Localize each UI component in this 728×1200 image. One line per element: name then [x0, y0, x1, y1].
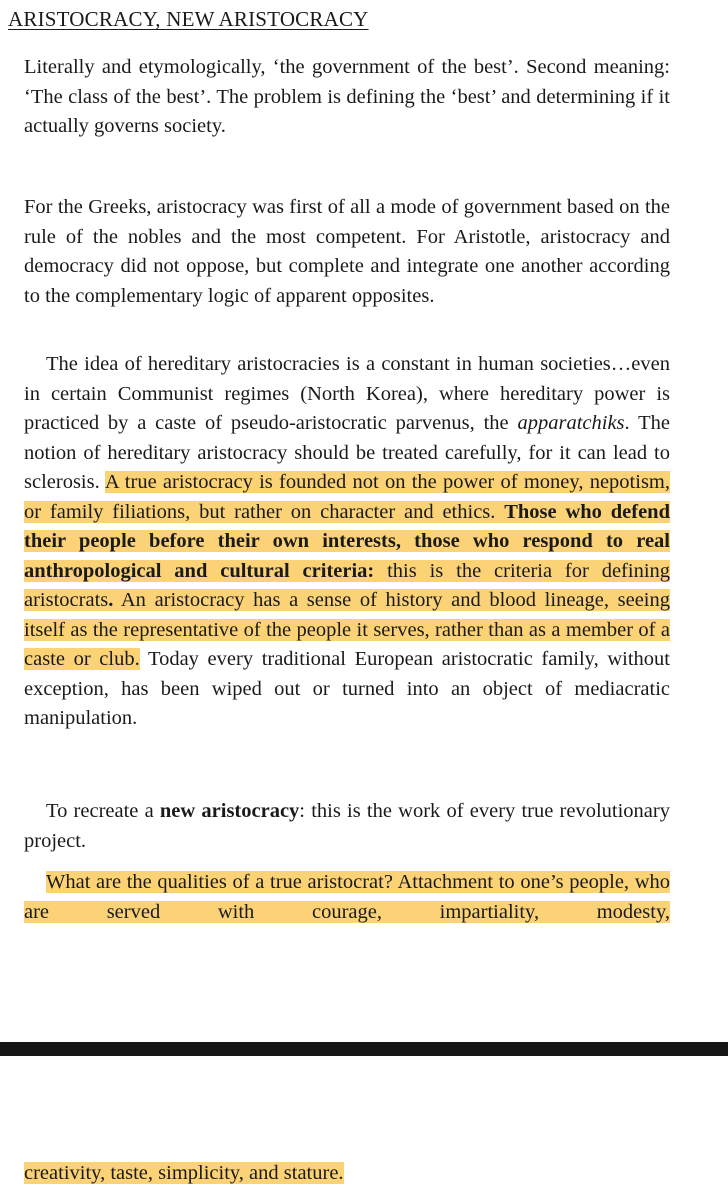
- highlight-sense-of-history: An aristocracy has a sense of history and blood lineage, seeing itself as the representative of the people it serves, rather than as a member of a caste or club.: [24, 589, 670, 670]
- italic-term: apparatchiks: [517, 412, 625, 434]
- paragraph-hereditary: [24, 350, 670, 734]
- paragraph-greeks: For the Greeks, aristocracy was first of all a mode of government based on the rule of the nobles and the most competent. For Aristotle, aristocracy and democracy did not oppose, but complete and integrate one another according to the complementary logic of apparent opposites.: [24, 196, 670, 307]
- text-segment: : this is the work of every true revolutionary project.: [24, 800, 670, 852]
- text-segment: Today every traditional European aristocratic family, without exception, has been wiped out or turned into an object of mediacratic manipulation.: [24, 648, 670, 729]
- section-heading: ARISTOCRACY, NEW ARISTOCRACY: [8, 7, 369, 31]
- text-segment: The idea of hereditary aristocracies is a constant in human societies…even in certain Communist regimes (North Korea), where hereditary power is practiced by a caste of pseudo-aristocratic parvenus, the: [24, 353, 670, 434]
- highlight-qualities: What are the qualities of a true aristocrat? Attachment to one’s people, who are served with courage, impartiality, modesty,: [24, 871, 670, 923]
- paragraph-qualities: [24, 868, 670, 927]
- highlight-continuation: creativity, taste, simplicity, and stature.: [24, 1162, 344, 1184]
- text-segment: . The notion of hereditary aristocracy should be treated carefully, for it can lead to sclerosis.: [24, 412, 670, 493]
- highlight-bold-criteria: Those who defend their people before their own interests, those who respond to real anthropological and cultural criteria:: [24, 500, 670, 582]
- highlight-true-aristocracy: A true aristocracy is founded not on the power of money, nepotism, or family filiations, but rather on character and ethics.: [24, 471, 671, 523]
- bold-term: new aristocracy: [159, 800, 300, 822]
- text-segment: To recreate a: [46, 800, 160, 822]
- paragraph-new-aristocracy: [24, 797, 670, 856]
- page-divider: [0, 1042, 728, 1056]
- paragraph-continuation: [24, 1159, 344, 1189]
- highlight-criteria-text: this is the criteria for defining aristocrats: [24, 559, 671, 611]
- paragraph-definition: Literally and etymologically, ‘the government of the best’. Second meaning: ‘The class of the best’. The problem is defining the ‘best’ and determining if it actually governs society.: [24, 56, 670, 137]
- page-bottom: [0, 1056, 728, 1200]
- highlight-bold-period: .: [108, 589, 114, 611]
